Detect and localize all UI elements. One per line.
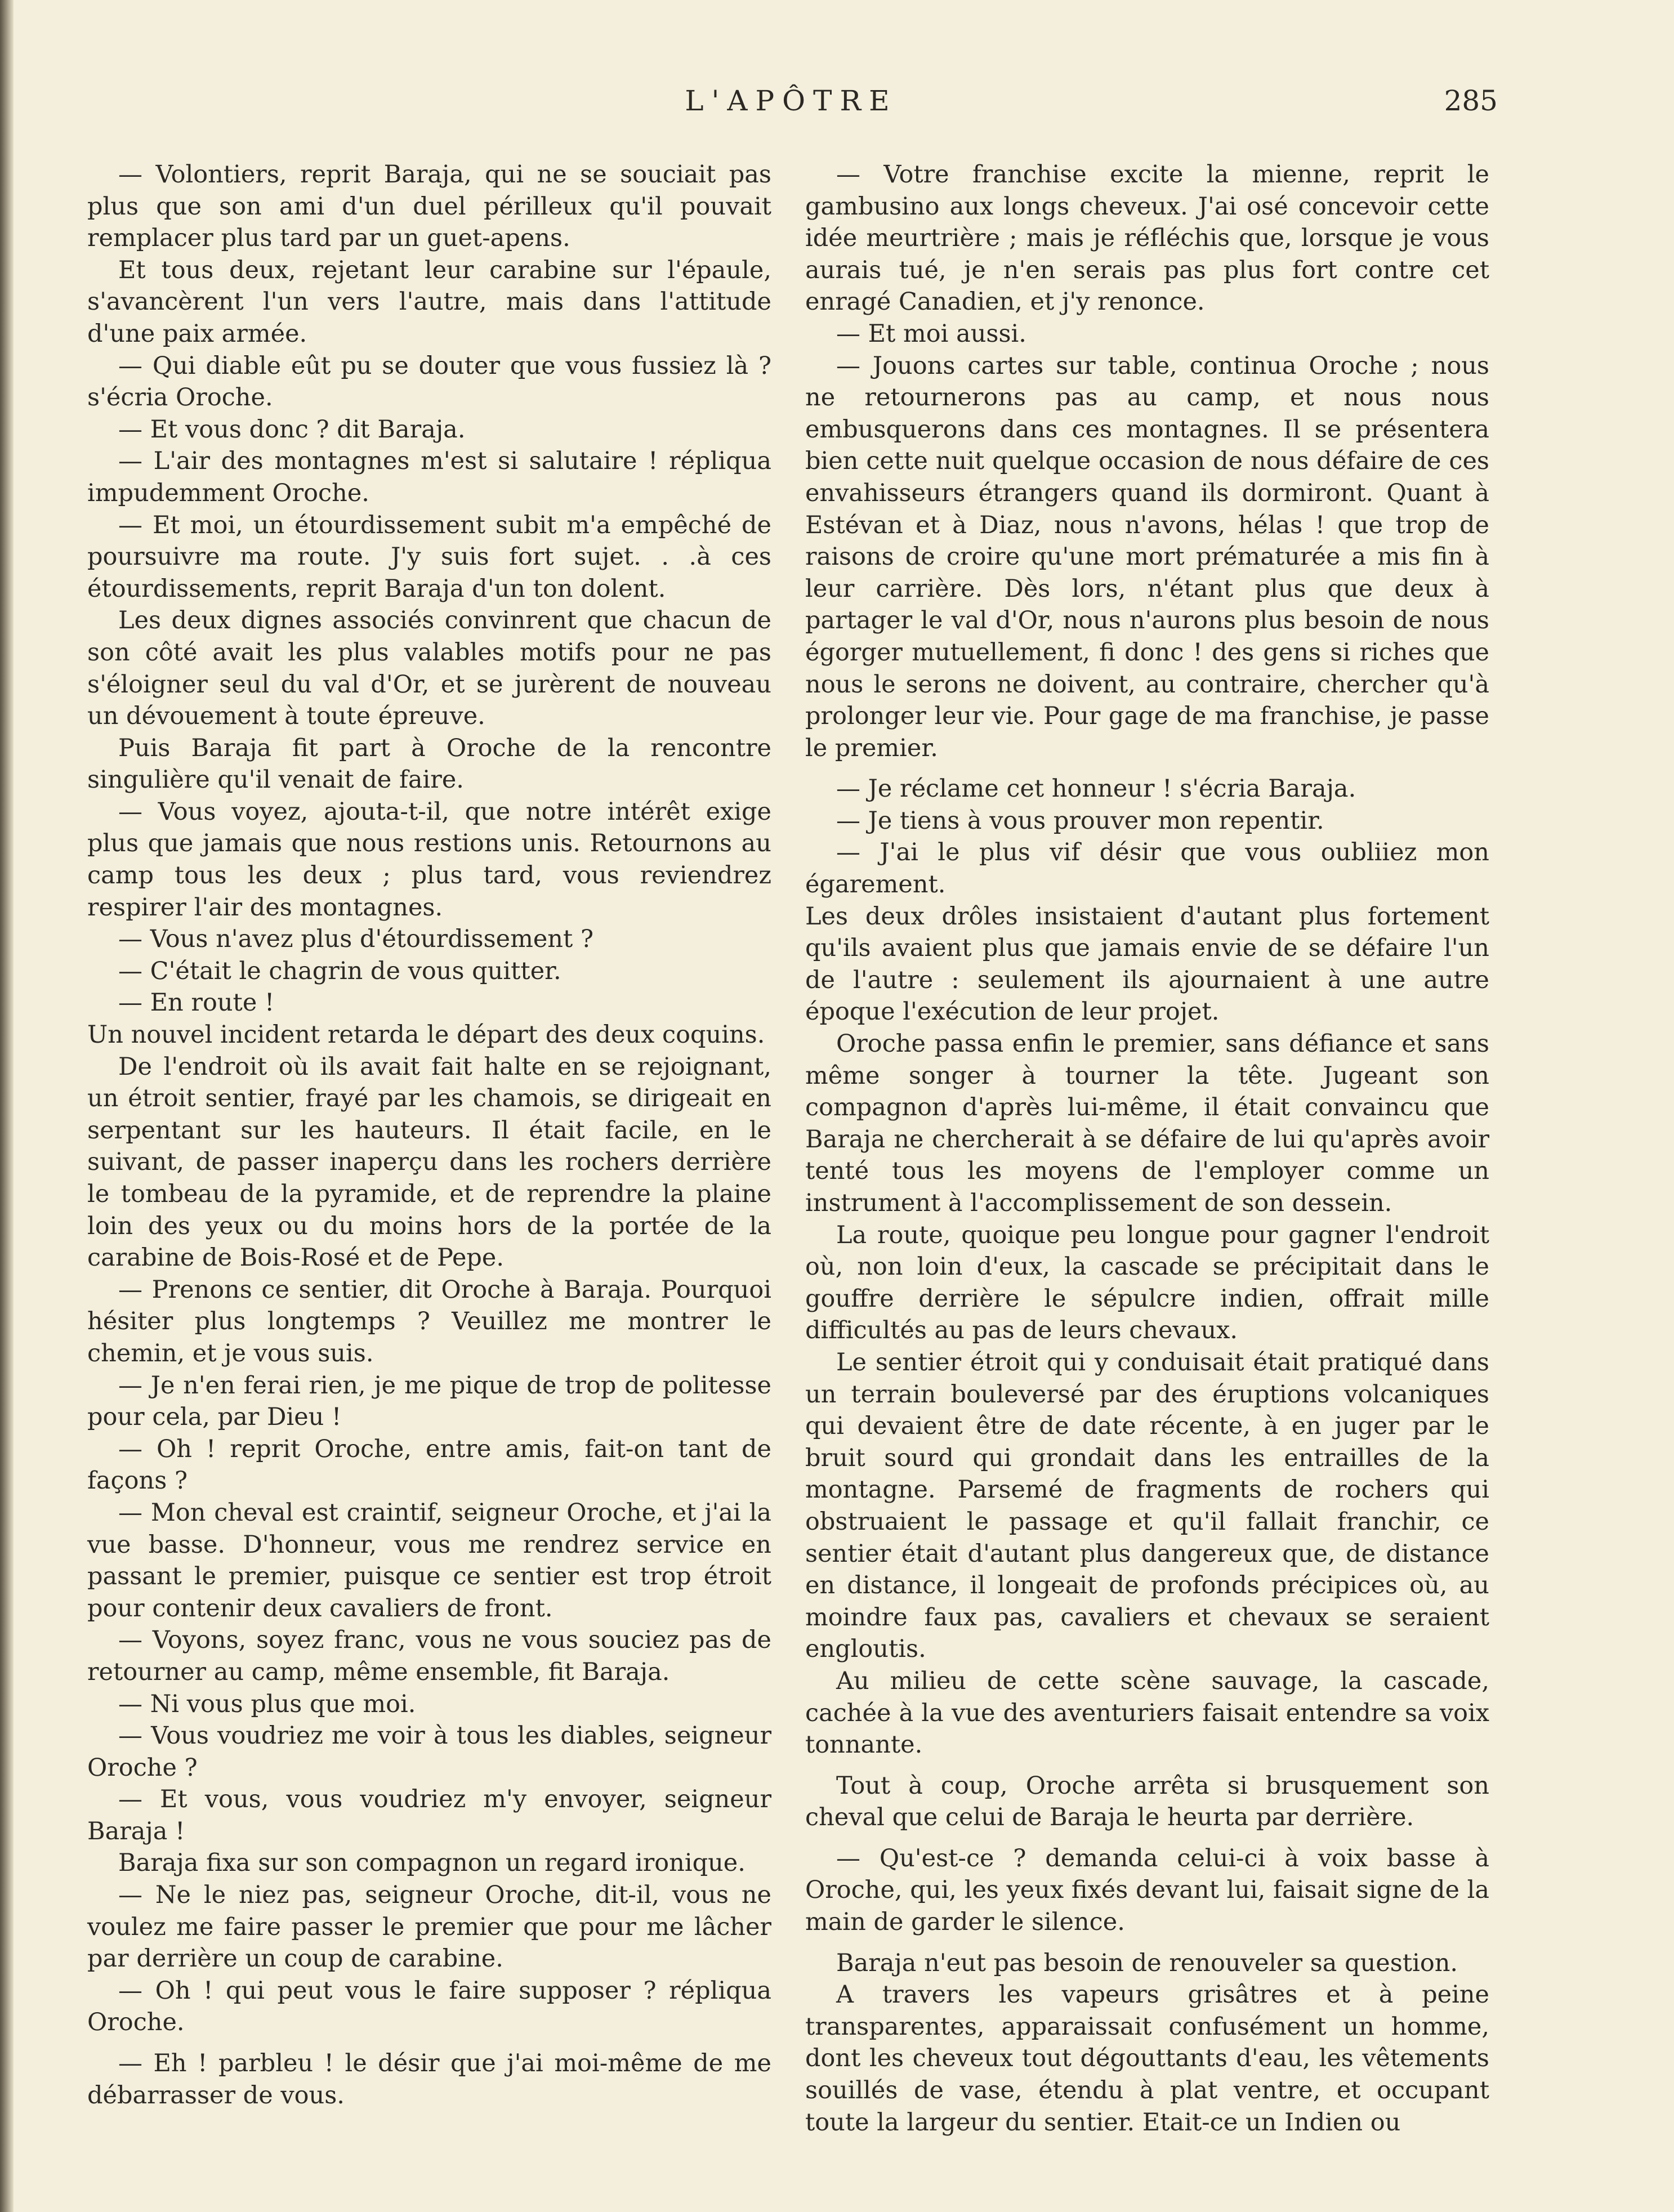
- paragraph: — Et moi, un étourdissement subit m'a empêché de poursuivre ma route. J'y suis fort sujet. . .à ces étourdissements, reprit Baraja d'un ton dolent.: [87, 511, 771, 603]
- paragraph: — J'ai le plus vif désir que vous oubliiez mon égarement.: [805, 838, 1489, 899]
- paragraph: — Vous n'avez plus d'étourdissement ?: [118, 925, 594, 954]
- paragraph: — Eh ! parbleu ! le désir que j'ai moi-même de me débarrasser de vous.: [87, 2049, 771, 2110]
- page-header: [84, 84, 1498, 124]
- paragraph: Puis Baraja fit part à Oroche de la rencontre singulière qu'il venait de faire.: [87, 734, 771, 794]
- page-number: 285: [1444, 84, 1498, 117]
- paragraph: — En route !: [118, 989, 275, 1017]
- paragraph: — Mon cheval est craintif, seigneur Oroche, et j'ai la vue basse. D'honneur, vous me rendrez service en passant le premier, puisque ce sentier est trop étroit pour contenir deux cavaliers de front.: [87, 1498, 771, 1623]
- paragraph: La route, quoique peu longue pour gagner l'endroit où, non loin d'eux, la cascade se précipitait dans le gouffre derrière le sépulcre indien, offrait mille difficultés au pas de leurs chevaux.: [805, 1221, 1489, 1345]
- paragraph: — Et moi aussi.: [836, 319, 1026, 348]
- paragraph: — Jouons cartes sur table, continua Oroche ; nous ne retournerons pas au camp, et nous nous embusquerons dans ces montagnes. Il se présentera bien cette nuit quelque occasion de nous défaire de ces envahisseurs étrangers quand ils dormiront. Quant à Estévan et à Diaz, nous n'avons, hélas ! que trop de raisons de croire qu'une mort prématurée a mis fin à leur carrière. Dès lors, n'étant plus que deux à partager le val d'Or, nous n'aurons plus besoin de nous égorger mutuellement, fi donc ! des gens si riches que nous le serons ne doivent, au contraire, chercher qu'à prolonger leur vie. Pour gage de ma franchise, je passe le premier.: [805, 351, 1489, 762]
- paragraph: Tout à coup, Oroche arrêta si brusquement son cheval que celui de Baraja le heurta par derrière.: [805, 1771, 1489, 1832]
- paragraph: — Je n'en ferai rien, je me pique de trop de politesse pour cela, par Dieu !: [87, 1371, 771, 1432]
- paragraph: De l'endroit où ils avait fait halte en se rejoignant, un étroit sentier, frayé par les chamois, se dirigeait en serpentant sur les hauteurs. Il était facile, en le suivant, de passer inaperçu dans les rochers derrière le tombeau de la pyramide, et de reprendre la plaine loin des yeux ou du moins hors de la portée de la carabine de Bois-Rosé et de Pepe.: [87, 1052, 771, 1272]
- right-column: [805, 159, 1489, 2138]
- paragraph: — Ni vous plus que moi.: [118, 1690, 416, 1718]
- paragraph: Et tous deux, rejetant leur carabine sur l'épaule, s'avancèrent l'un vers l'autre, mais dans l'attitude d'une paix armée.: [87, 256, 771, 348]
- running-title: L'APÔTRE: [685, 84, 898, 117]
- paragraph: Baraja fixa sur son compagnon un regard ironique.: [118, 1849, 746, 1878]
- paragraph: — Prenons ce sentier, dit Oroche à Baraja. Pourquoi hésiter plus longtemps ? Veuillez me montrer le chemin, et je vous suis.: [87, 1275, 771, 1368]
- paragraph: — Vous voudriez me voir à tous les diables, seigneur Oroche ?: [87, 1722, 771, 1782]
- paragraph: — Voyons, soyez franc, vous ne vous souciez pas de retourner au camp, même ensemble, fit Baraja.: [87, 1626, 771, 1686]
- left-column: [87, 159, 771, 2111]
- paragraph: — Qu'est-ce ? demanda celui-ci à voix basse à Oroche, qui, les yeux fixés devant lui, faisait signe de la main de garder le silence.: [805, 1844, 1489, 1937]
- paragraph: Le sentier étroit qui y conduisait était pratiqué dans un terrain bouleversé par des éruptions volcaniques qui devaient être de date récente, à en juger par le bruit sourd qui grondait dans les entrailles de la montagne. Parsemé de fragments de rochers qui obstruaient le passage et qu'il fallait franchir, ce sentier était d'autant plus dangereux que, de distance en distance, il longeait de profonds précipices où, au moindre faux pas, cavaliers et chevaux se seraient engloutis.: [805, 1348, 1489, 1664]
- paragraph: — Oh ! reprit Oroche, entre amis, fait-on tant de façons ?: [87, 1435, 771, 1495]
- paragraph: — Je réclame cet honneur ! s'écria Baraja.: [836, 775, 1356, 803]
- paragraph: — Et vous, vous voudriez m'y envoyer, seigneur Baraja !: [87, 1785, 771, 1845]
- paragraph: — Vous voyez, ajouta-t-il, que notre intérêt exige plus que jamais que nous restions unis. Retournons au camp tous les deux ; plus tard, vous reviendrez respirer l'air des montagnes.: [87, 797, 771, 922]
- paragraph: — Ne le niez pas, seigneur Oroche, dit-il, vous ne voulez me faire passer le premier que pour me lâcher par derrière un coup de carabine.: [87, 1881, 771, 1973]
- paragraph: — Oh ! qui peut vous le faire supposer ? répliqua Oroche.: [87, 1976, 771, 2037]
- paragraph: — Qui diable eût pu se douter que vous fussiez là ? s'écria Oroche.: [87, 351, 771, 412]
- paragraph: Au milieu de cette scène sauvage, la cascade, cachée à la vue des aventuriers faisait entendre sa voix tonnante.: [805, 1666, 1489, 1759]
- paragraph: — Et vous donc ? dit Baraja.: [118, 415, 466, 444]
- paragraph: — L'air des montagnes m'est si salutaire ! répliqua impudemment Oroche.: [87, 447, 771, 507]
- paragraph: Oroche passa enfin le premier, sans défiance et sans même songer à tourner la tête. Jugeant son compagnon d'après lui-même, il était convaincu que Baraja ne chercherait à se défaire de lui qu'après avoir tenté tous les moyens de l'employer comme un instrument à l'accomplissement de son dessein.: [805, 1030, 1489, 1217]
- paragraph: — Votre franchise excite la mienne, reprit le gambusino aux longs cheveux. J'ai osé concevoir cette idée meurtrière ; mais je réfléchis que, lorsque je vous aurais tué, je n'en serais pas plus fort contre cet enragé Canadien, et j'y renonce.: [805, 160, 1489, 316]
- paragraph: A travers les vapeurs grisâtres et à peine transparentes, apparaissait confusément un homme, dont les cheveux tout dégouttants d'eau, les vêtements souillés de vase, étendu à plat ventre, et occupant toute la largeur du sentier. Etait-ce un Indien ou: [805, 1981, 1489, 2137]
- paragraph: — Je tiens à vous prouver mon repentir.: [836, 806, 1324, 835]
- paragraph: Les deux dignes associés convinrent que chacun de son côté avait les plus valables motifs pour ne pas s'éloigner seul du val d'Or, et se jurèrent de nouveau un dévouement à toute épreuve.: [87, 606, 771, 731]
- paragraph: — Volontiers, reprit Baraja, qui ne se souciait pas plus que son ami d'un duel périlleux qu'il pouvait remplacer plus tard par un guet-apens.: [87, 160, 771, 253]
- paragraph: Un nouvel incident retarda le départ des deux coquins.: [87, 1021, 765, 1049]
- paragraph: Les deux drôles insistaient d'autant plus fortement qu'ils avaient plus que jamais envie de se défaire l'un de l'autre : seulement ils ajournaient à une autre époque l'exécution de leur projet.: [805, 902, 1489, 1026]
- paragraph: — C'était le chagrin de vous quitter.: [118, 957, 561, 985]
- paragraph: Baraja n'eut pas besoin de renouveler sa question.: [836, 1949, 1458, 1977]
